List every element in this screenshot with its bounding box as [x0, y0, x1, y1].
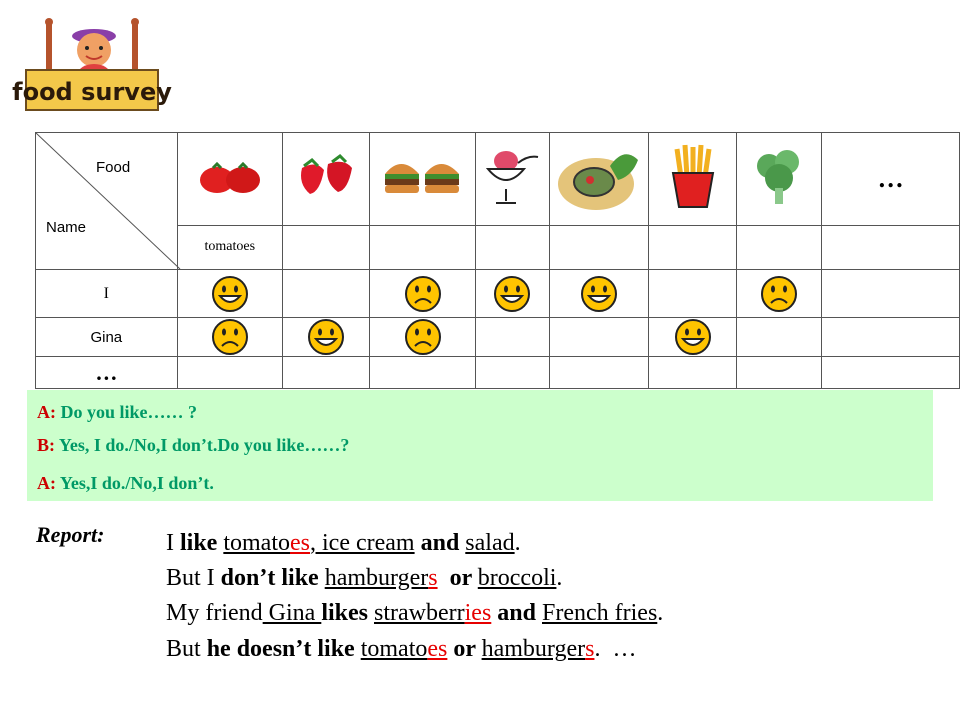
happy-face-icon [493, 275, 531, 313]
food-label-cell: tomatoes [177, 225, 282, 269]
rating-cell [822, 270, 960, 318]
salad-icon [554, 136, 644, 216]
table-corner-header [36, 133, 178, 270]
french-fries-icon [663, 141, 723, 211]
rating-cell [736, 270, 821, 318]
food-cell-french-fries [649, 133, 736, 226]
report-line-3: My friend Gina likes strawberries and French fries. [166, 600, 664, 626]
row-name-cell: I [36, 270, 178, 318]
rating-cell [370, 270, 476, 318]
rating-cell [475, 270, 549, 318]
food-label-cell [549, 225, 649, 269]
hamburgers-icon [381, 152, 465, 200]
food-survey-table [35, 132, 960, 389]
food-cell-salad [549, 133, 649, 226]
ice-cream-icon [482, 141, 542, 211]
dialog-box [27, 390, 933, 501]
food-cell-strawberries [282, 133, 370, 226]
food-cell-tomatoes [177, 133, 282, 226]
rating-cell [177, 270, 282, 318]
food-label-cell [370, 225, 476, 269]
rating-cell [736, 357, 821, 389]
rating-cell [649, 357, 736, 389]
food-cell-broccoli [736, 133, 821, 226]
happy-face-icon [307, 318, 345, 356]
food-label-cell [736, 225, 821, 269]
logo-text: food survey [12, 78, 172, 106]
rating-cell [649, 318, 736, 357]
rating-cell [282, 357, 370, 389]
rating-cell [475, 318, 549, 357]
food-survey-logo [12, 18, 172, 114]
row-name-cell: … [36, 357, 178, 389]
sad-face-icon [211, 318, 249, 356]
rating-cell [475, 357, 549, 389]
rating-cell [822, 318, 960, 357]
table-row [36, 270, 960, 318]
happy-face-icon [580, 275, 618, 313]
rating-cell [370, 357, 476, 389]
report-line-1: I like tomatoes, ice cream and salad. [166, 530, 521, 556]
food-label-cell [822, 225, 960, 269]
rating-cell [549, 357, 649, 389]
report-label: Report: [36, 522, 105, 547]
broccoli-icon [749, 144, 809, 208]
sad-face-icon [760, 275, 798, 313]
food-label-cell [475, 225, 549, 269]
report-line-4: But he doesn’t like tomatoes or hamburgers. … [166, 636, 637, 662]
food-cell-ice-cream [475, 133, 549, 226]
rating-cell [282, 270, 370, 318]
rating-cell [736, 318, 821, 357]
food-column-header: Food [96, 159, 131, 176]
rating-cell [177, 357, 282, 389]
sad-face-icon [404, 318, 442, 356]
rating-cell [549, 318, 649, 357]
happy-face-icon [674, 318, 712, 356]
rating-cell [370, 318, 476, 357]
dialog-line-2: B: Yes, I do./No,I don’t.Do you like……? [37, 435, 350, 455]
rating-cell [649, 270, 736, 318]
food-cell-hamburgers [370, 133, 476, 226]
food-label-cell [282, 225, 370, 269]
strawberries-icon [294, 154, 358, 198]
dialog-line-1: A: Do you like…… ? [37, 402, 198, 422]
rating-cell [822, 357, 960, 389]
name-row-header: Name [46, 219, 87, 236]
dialog-line-3: A: Yes,I do./No,I don’t. [37, 473, 214, 493]
table-row [36, 318, 960, 357]
rating-cell [177, 318, 282, 357]
food-label-cell [649, 225, 736, 269]
rating-cell [282, 318, 370, 357]
tomatoes-icon [195, 156, 265, 196]
row-name-cell: Gina [36, 318, 178, 357]
table-row [36, 357, 960, 389]
more-foods-marker: … [822, 133, 960, 226]
rating-cell [549, 270, 649, 318]
happy-face-icon [211, 275, 249, 313]
report-line-2: But I don’t like hamburgers or broccoli. [166, 565, 563, 591]
sad-face-icon [404, 275, 442, 313]
